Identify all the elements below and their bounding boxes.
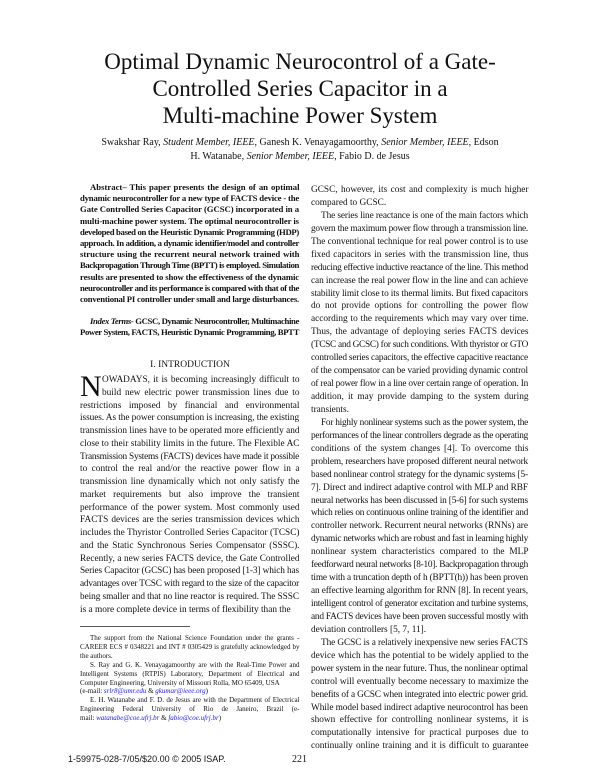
text-line: govern the maximum power flow through a transmission line.	[311, 223, 529, 234]
text-line: Gate Controlled Series Capacitor (GCSC) incorporated in a	[80, 204, 300, 215]
author-role: Senior Member, IEEE	[381, 137, 469, 148]
text-line: conditions of the system changes [4]. To overcome this	[311, 443, 529, 454]
index-terms-line	[80, 316, 300, 327]
text-line: and the Static Synchronous Series Compensator (SSSC).	[80, 540, 300, 551]
text-line: close to their stability limits in the future. The Flexible AC	[80, 438, 300, 449]
paragraph	[311, 210, 529, 417]
text-line: GCSC, however, its cost and complexity is much higher	[311, 185, 529, 195]
paragraph	[311, 637, 529, 753]
text-line: (TCSC and GCSC) for such conditions. With thyristor or GTO	[311, 340, 529, 351]
text-line: is a more complete device in terms of flexibility than the	[80, 604, 291, 615]
text-line: approach. In addition, a dynamic identifier/model and controller	[80, 238, 300, 249]
footnote-line: E. H. Watanabe and F. D. de Jesus are with the Department of Electrical	[90, 696, 300, 705]
heading-number: I. I	[150, 360, 162, 370]
text-line: controlled series capacitors, the effective capacitive reactance	[311, 353, 528, 364]
text-line: The GCSC is a relatively inexpensive new series FACTS	[321, 637, 528, 648]
text-line: to control the real and/or the reactive power flow in a	[80, 464, 300, 475]
footnote-line: The support from the National Science Foundation under the grants -	[90, 634, 300, 642]
text-line: being smaller and that no line reactor is required. The SSSC	[80, 591, 299, 602]
copyright-line: 1-59975-028-7/05/$20.00 © 2005 ISAP.	[68, 754, 226, 764]
footnote-line	[80, 687, 300, 696]
section-heading	[80, 360, 300, 370]
author-role: Student Member, IEEE	[163, 137, 255, 148]
text-line: FACTS devices are the series transmission devices which	[80, 515, 300, 526]
author-name: , Edson	[468, 137, 499, 148]
text-line: results are presented to show the effectiveness of the dynamic	[80, 271, 300, 282]
text-line: compared to GCSC.	[311, 197, 387, 208]
email-link[interactable]: fabio@coe.ufrj.br	[168, 714, 219, 723]
text-line: continually online training and it is difficult to guarantee	[311, 741, 529, 752]
text-line: intelligent control of generator excitation and turbine systems,	[311, 599, 528, 609]
heading-text: NTRODUCTION	[161, 360, 230, 370]
text-line: The conventional technique for real power control is to use	[311, 236, 528, 247]
text-line: controller network. Recurrent neural networks (RNNs) are	[311, 521, 529, 532]
text-line: power system in the near future. Thus, the nonlinear optimal	[311, 663, 528, 674]
index-terms-label: Index Terms-	[90, 316, 134, 326]
right-column-text	[311, 184, 529, 753]
title-line: Multi-machine Power System	[162, 103, 438, 128]
text-line: 7]. Direct and indirect adaptive control with MLP and RBF	[311, 482, 529, 493]
text-line: restrictions imposed by financial and environmental	[80, 400, 300, 411]
text-line: multi-machine power system. The optimal neurocontroller is	[80, 215, 299, 226]
text-line: build new electric power transmission lines due to	[102, 387, 300, 398]
text-line: neural networks has been discussed in [5-6] for such systems	[311, 495, 528, 506]
text-line: Abstract– This paper presents the design of an optimal	[90, 182, 300, 192]
text-line: shown effective for controlling nonlinear systems, it is	[311, 715, 529, 726]
drop-cap: N	[80, 370, 102, 403]
index-terms-text: GCSC, Dynamic Neurocontroller, Multimachine	[133, 316, 299, 326]
page-number: 221	[292, 754, 307, 765]
text-line: nonlinear system characteristics compared to the MLP	[311, 547, 529, 558]
text-line: dynamic neurocontroller for a new type of FACTS device - the	[80, 193, 300, 204]
author-name: H. Watanabe,	[190, 151, 247, 162]
text-line: neurocontroller and its performance is compared with that of the	[80, 282, 300, 293]
footnote-text: )	[205, 687, 208, 696]
text-line: conventional PI controller under small and large disturbances.	[80, 294, 299, 305]
text-line: problem, researchers have proposed different neural network	[311, 456, 529, 467]
text-line: transmission lines have to be operated more efficiently and	[80, 426, 300, 436]
footnote-text: (e-mail:	[80, 687, 104, 696]
text-line: OWADAYS, it is becoming increasingly difficult to	[102, 375, 300, 385]
footnote-text: )	[218, 714, 222, 723]
email-link[interactable]: gkumar@ieee.org	[155, 687, 206, 696]
introduction-paragraph	[80, 370, 300, 616]
text-line: issues. As the power consumption is increasing, the existing	[80, 413, 300, 424]
text-line: transmission line dynamically which not only satisfy the	[80, 477, 300, 487]
author-name: , Ganesh K. Venayagamoorthy,	[254, 137, 382, 148]
text-line: stability limit close to its thermal limits. But fixed capacitors	[311, 288, 528, 299]
text-line: While model based indirect adaptive neurocontrol has been	[311, 702, 528, 713]
author-name: , Fabio D. de Jesus	[334, 151, 410, 162]
text-line: addition, it may provide damping to the system during	[311, 392, 529, 402]
footnote-line	[80, 714, 300, 723]
author-role: Senior Member, IEEE	[246, 151, 335, 162]
text-line: Thus, the advantage of deploying series FACTS devices	[311, 327, 529, 338]
text-line: can increase the real power flow in the line and can achieve	[311, 275, 528, 286]
paragraph	[311, 184, 529, 210]
text-line: an effective learning algorithm for RNN [8]. In recent years,	[311, 586, 528, 597]
text-line: fixed capacitors in series with the transmission line, thus	[311, 249, 529, 260]
text-line: reducing effective inductive reactance of the line. This method	[311, 262, 529, 273]
footnote-line: CAREER ECS # 0348221 and INT # 0305429 is gratefully acknowledged by	[80, 642, 300, 651]
footnote-line: the authors.	[80, 651, 113, 660]
text-line: device which has the potential to be widely applied to the	[311, 650, 529, 661]
paper-title	[0, 48, 600, 129]
text-line: feedforward neural networks [8-10]. Backpropagation through	[311, 560, 529, 571]
text-line: do not provide options for controlling the power flow	[311, 301, 529, 312]
text-line: deviation controllers [5, 7, 11].	[311, 624, 427, 635]
text-line: advantages over TCSC with regard to the size of the capacitor	[80, 579, 299, 589]
text-line: of real power flow in a line over certain range of operation. In	[311, 379, 529, 390]
abstract	[80, 182, 300, 305]
text-line: For highly nonlinear systems such as the power system, the	[321, 417, 528, 428]
text-line: according to the requirements which may vary over time.	[311, 314, 529, 325]
footnote-line: Intelligent Systems (RTPIS) Laboratory, Department of Electrical and	[80, 669, 300, 678]
text-line: The series line reactance is one of the main factors which	[321, 210, 529, 221]
text-line: time with a truncation depth of h (BPTT(h)) has been proven	[311, 573, 529, 584]
title-line: Controlled Series Capacitor in a	[152, 76, 448, 101]
index-terms	[80, 316, 300, 338]
author-name: Swakshar Ray,	[101, 137, 164, 148]
text-line: Backpropagation Through Time (BPTT) is employed. Simulation	[80, 260, 299, 271]
intro-text	[80, 370, 300, 616]
text-line: Transmission Systems (FACTS) devices have made it possible	[80, 451, 299, 462]
footnote	[80, 634, 300, 723]
text-line: and FACTS devices have been proven successful mostly with	[311, 611, 529, 622]
text-line: control will eventually become necessary to maximize the	[311, 676, 529, 687]
text-line: computationally intensive for practical purposes due to	[311, 728, 529, 739]
text-line: which relies on continuous online training of the identifier and	[311, 508, 529, 519]
footnote-line: Engineering Federal University of Rio de Janeiro, Brazil (e-	[80, 705, 300, 714]
footnote-text: mail:	[80, 714, 97, 723]
text-line: performances of the linear controllers degrade as the operating	[311, 430, 529, 441]
text-line: based nonlinear control strategy for the dynamic systems [5-	[311, 469, 528, 480]
footnote-text: &	[146, 687, 156, 696]
text-line: dynamic networks which are robust and fast in learning highly	[311, 534, 529, 545]
email-link[interactable]: watanabe@coe.ufrj.br	[96, 714, 160, 723]
index-terms-text: Power System, FACTS, Heuristic Dynamic Programming, BPTT	[80, 327, 299, 338]
footnote-divider	[80, 626, 190, 627]
text-line: benefits of a GCSC when integrated into electric power grid.	[311, 689, 528, 700]
text-line: performance of the power system. Most commonly used	[80, 502, 300, 513]
footnote-line: Computer Engineering, University of Missouri Rolla, MO 65409, USA	[80, 678, 280, 687]
title-line: Optimal Dynamic Neurocontrol of a Gate-	[104, 49, 496, 74]
text-line: developed based on the Heuristic Dynamic Programming (HDP)	[80, 226, 299, 237]
text-line: transients.	[311, 404, 349, 415]
author-list	[40, 136, 560, 164]
footnote-line: S. Ray and G. K. Venayagamoorthy are with the Real-Time Power and	[90, 660, 300, 669]
text-line: market requirements but also improve the transient	[80, 489, 300, 500]
email-link[interactable]: srlr8@umr.edu	[103, 687, 147, 696]
paragraph	[311, 417, 529, 637]
text-line: structure using the recurrent neural network trained with	[80, 249, 300, 260]
text-line: Recently, a new series FACTS device, the Gate Controlled	[80, 553, 300, 564]
footnote-text: &	[159, 714, 169, 723]
text-line: includes the Thyristor Controlled Series Capacitor (TCSC)	[80, 528, 300, 538]
text-line: of the compensator can be varied providing dynamic control	[311, 366, 529, 377]
text-line: Series Capacitor (GCSC) has been proposed [1-3] which has	[80, 566, 299, 577]
